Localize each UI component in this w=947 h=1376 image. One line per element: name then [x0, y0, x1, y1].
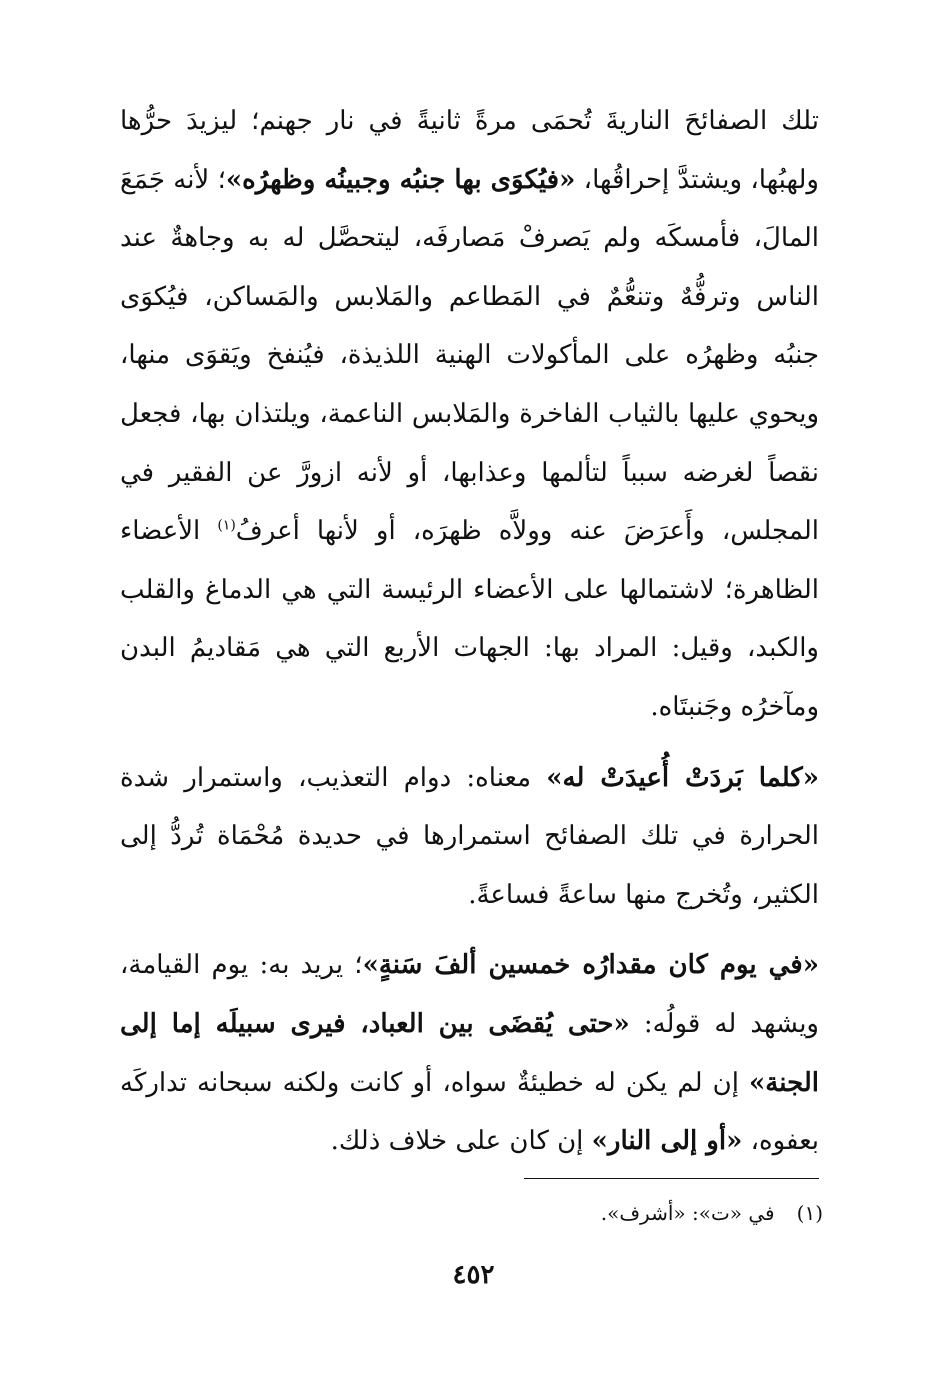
- page-number: ٤٥٢: [452, 1260, 495, 1290]
- hadith-quote-hatta: «حتى يُقضَى بين العباد، فيرى سبيلَه إما إلى الجنة»: [120, 1008, 819, 1098]
- hadith-quote-nar: «أو إلى النار»: [591, 1126, 743, 1157]
- paragraph-1-part-1: تلك الصفائحَ الناريةَ تُحمَى مرةً ثانيةً في نار جهنم؛ ليزيدَ حرُّها ولهبُها، ويشتدَّ إحراقُها،: [120, 106, 819, 195]
- paragraph-2-part-1: معناه: دوام التعذيب، واستمرار شدة الحرارة في تلك الصفائح استمرارها في حديدة مُحْمَاة تُردُّ إلى الكثير، وتُخرج منها ساعةً فساعةً.: [120, 762, 819, 910]
- footnote-text: في «ت»: «أشرف».: [600, 1201, 775, 1225]
- paragraph-1-part-2: ؛ لأنه جَمَعَ المالَ، فأمسكَه ولم يَصرفْ مَصارفَه، ليتحصَّل له به وجاهةٌ عند الناس وترفُّهٌ وتنعُّمٌ في المَطاعم والمَلابس والمَساكن، فيُكوَى جنبُه وظهرُه على المأكولات الهنية اللذيذة، فيُنفخ ويَقوَى منها، ويحوي عليها بالثياب الفاخرة والمَلابس الناعمة، ويلتذان بها، فجعل نقصاً لغرضه سبباً لتألمها وعذابها، أو لأنه ازورَّ عن الفقير في المجلس، وأَعرَضَ عنه وولاَّه ظهرَه، أو لأنها أعرفُ: [120, 164, 819, 547]
- paragraph-1: [120, 92, 819, 737]
- footnote-reference[interactable]: (١): [217, 517, 236, 534]
- footnote: [120, 1196, 823, 1230]
- paragraph-3-part-2: إن لم يكن له خطيئةٌ سواه، أو كانت ولكنه سبحانه تداركَه بعفوه،: [120, 1067, 819, 1157]
- quran-quote-kawa: «فيُكوَى بها جنبُه وجبينُه وظهرُه»: [225, 164, 576, 195]
- paragraph-3: [120, 936, 819, 1170]
- paragraph-1-part-3: الأعضاء الظاهرة؛ لاشتمالها على الأعضاء الرئيسة التي هي الدماغ والقلب والكبد، وقيل: المراد بها: الجهات الأربع التي هي مَقاديمُ البدن ومآخرُه وجَنبتَاه.: [120, 516, 819, 722]
- footnote-divider: [524, 1178, 819, 1179]
- paragraph-3-part-1: ؛ يريد به: يوم القيامة، ويشهد له قولُه:: [120, 950, 819, 1039]
- main-text: [120, 92, 819, 1171]
- paragraph-3-part-3: إن كان على خلاف ذلك.: [330, 1126, 592, 1157]
- paragraph-2: [120, 749, 819, 925]
- footnote-number: (١): [796, 1201, 823, 1225]
- hadith-quote-baradat: «كلما بَردَتْ أُعيدَتْ له»: [546, 762, 819, 793]
- hadith-quote-yawm: «في يوم كان مقدارُه خمسين ألفَ سَنةٍ»: [362, 950, 819, 981]
